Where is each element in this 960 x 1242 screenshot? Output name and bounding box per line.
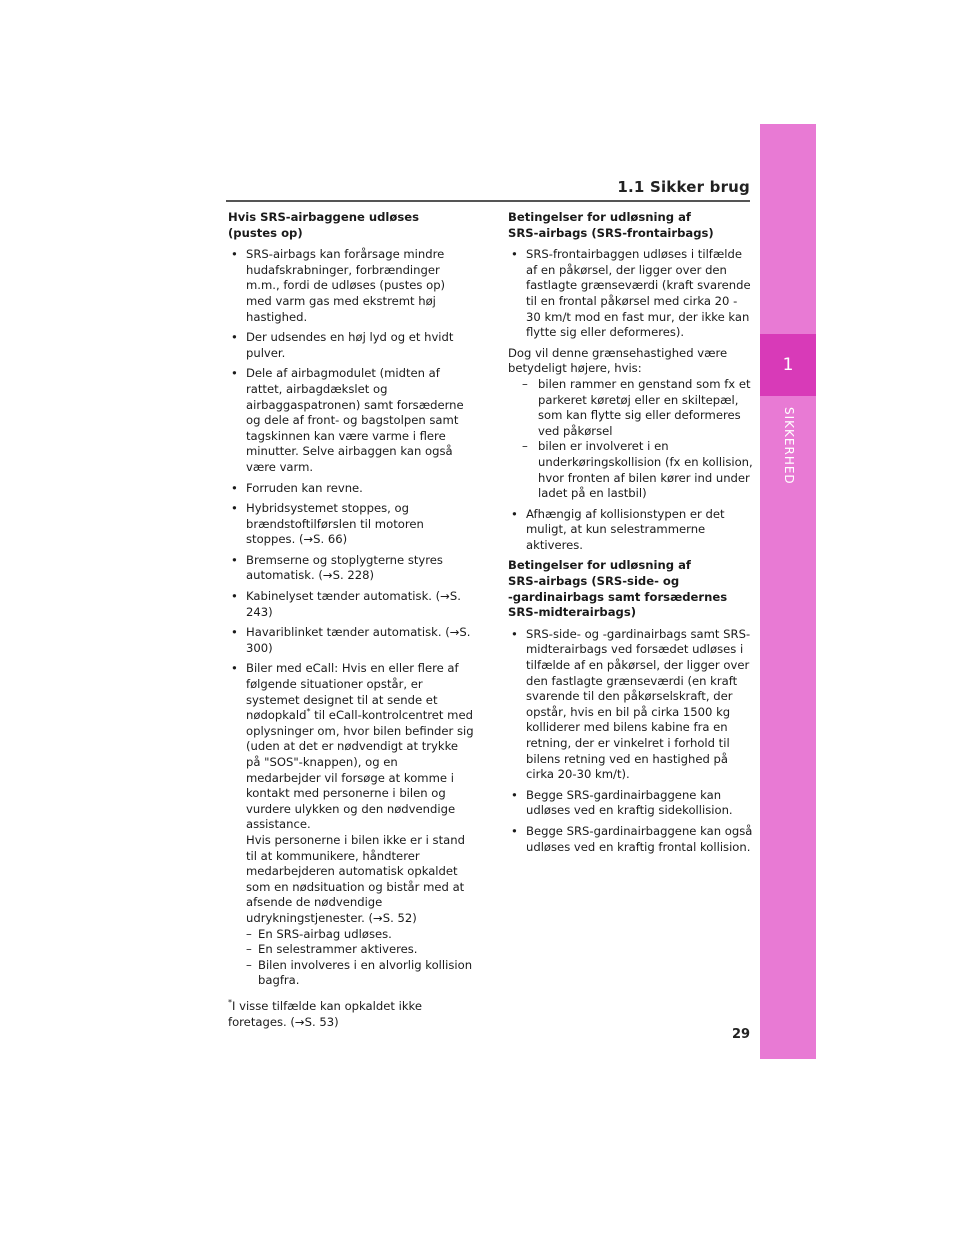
paragraph: Dog vil denne grænsehastighed være betydeligt højere, hvis:	[508, 345, 728, 376]
dash-item: – bilen rammer en genstand som fx et parkeret køretøj eller en skiltepæl, som kan flytte sig eller deformeres ved påkørsel	[508, 377, 754, 439]
ecall-text-b: til eCall-kontrolcentret med oplysninger om, hvor bilen befinder sig (uden at det er nødvendigt at trykke på "SOS"-knappen), og en medarbejder vil forsøge at komme i kontakt med personerne i bilen og vurdere ulykken og den nødvendige assistance.	[246, 708, 474, 832]
bullet-item: • Bremserne og stoplygterne styres automatisk. (→S. 228)	[228, 553, 474, 584]
bullet-item: • Havariblinket tænder automatisk. (→S. 300)	[228, 625, 474, 656]
chapter-side-tab	[760, 124, 816, 1059]
bullet-item: • SRS-airbags kan forårsage mindre hudafskrabninger, forbrændinger m.m., fordi de udløses (pustes op) med varm gas med ekstremt høj hastighed.	[228, 247, 474, 325]
bullet-item: • Forruden kan revne.	[228, 481, 474, 497]
dash-item: – Bilen involveres i en alvorlig kollision bagfra.	[228, 958, 474, 989]
bullet-item: • Begge SRS-gardinairbaggene kan udløses ved en kraftig sidekollision.	[508, 788, 754, 819]
dash-item: – bilen er involveret i en underkøringskollision (fx en kollision, hvor fronten af bilen kører ind under ladet på en lastbil)	[508, 439, 754, 501]
ecall-continuation: Hvis personerne i bilen ikke er i stand til at kommunikere, håndterer medarbejderen automatisk opkaldet som en nødsituation og bistår med at afsende de nødvendige udrykningstjenester. (→S. 52)	[246, 832, 465, 925]
right-heading-frontairbags	[508, 210, 754, 241]
left-heading	[228, 210, 474, 241]
bullet-item: • Kabinelyset tænder automatisk. (→S. 243)	[228, 589, 474, 620]
bullet-item: • Der udsendes en høj lyd og et hvidt pulver.	[228, 330, 474, 361]
footnote	[228, 999, 474, 1030]
bullet-item: • SRS-side- og -gardinairbags samt SRS-midterairbags ved forsædet udløses i tilfælde af en påkørsel, der ligger over den fastlagte grænseværdi (en kraft svarende til den påkørselskraft, der opstår, hvis en bil på cirka 1500 kg kolliderer med bilens kabine fra en retning, der er vinkelret i forhold til bilens retning ved en hastighed på cirka 20-30 km/t).	[508, 627, 754, 783]
chapter-number: 1	[782, 355, 794, 375]
right-heading-line4: SRS-airbags (SRS-side- og	[508, 574, 680, 589]
header-divider	[226, 200, 750, 202]
right-heading-line3: Betingelser for udløsning af	[508, 558, 691, 573]
bullet-item: • Hybridsystemet stoppes, og brændstoftilførslen til motoren stoppes. (→S. 66)	[228, 501, 474, 548]
right-heading-line2: SRS-airbags (SRS-frontairbags)	[508, 225, 714, 240]
right-heading-line1: Betingelser for udløsning af	[508, 210, 691, 224]
dash-item: – En SRS-airbag udløses.	[228, 927, 474, 943]
page-number: 29	[732, 1027, 751, 1042]
chapter-name: SIKKERHED	[782, 407, 796, 485]
footnote-marker: *	[306, 707, 311, 717]
right-column	[508, 210, 754, 860]
right-heading-line6: SRS-midterairbags)	[508, 605, 637, 620]
right-heading-sideairbags	[508, 558, 754, 620]
ecall-text-a: Biler med eCall: Hvis en eller flere af følgende situationer opstår, er systemet designet til at sende et nødopkald	[246, 661, 459, 723]
bullet-item-ecall	[228, 661, 474, 988]
footnote-text: I visse tilfælde kan opkaldet ikke foretages. (→S. 53)	[228, 998, 422, 1029]
section-title: 1.1 Sikker brug	[617, 178, 750, 196]
left-heading-line1: Hvis SRS-airbaggene udløses	[228, 210, 420, 224]
left-heading-line2: (pustes op)	[228, 225, 303, 240]
footnote-marker: *	[228, 998, 232, 1008]
bullet-item: • Afhængig af kollisionstypen er det muligt, at kun selestrammerne aktiveres.	[508, 507, 754, 554]
bullet-item: • Begge SRS-gardinairbaggene kan også udløses ved en kraftig frontal kollision.	[508, 824, 754, 855]
left-column	[228, 210, 474, 1030]
bullet-item: • SRS-frontairbaggen udløses i tilfælde af en påkørsel, der ligger over den fastlagte grænseværdi (kraft svarende til en frontal påkørsel med cirka 20 - 30 km/t mod en fast mur, der ikke kan flytte sig eller deformeres).	[508, 247, 754, 341]
right-heading-line5: -gardinairbags samt forsædernes	[508, 589, 728, 604]
bullet-item: • Dele af airbagmodulet (midten af rattet, airbagdækslet og airbaggaspatronen) samt forsæderne og dele af front- og bagstolpen samt tagskinnen kan være varme i flere minutter. Selve airbaggen kan også være varm.	[228, 366, 474, 475]
dash-item: – En selestrammer aktiveres.	[228, 942, 474, 958]
